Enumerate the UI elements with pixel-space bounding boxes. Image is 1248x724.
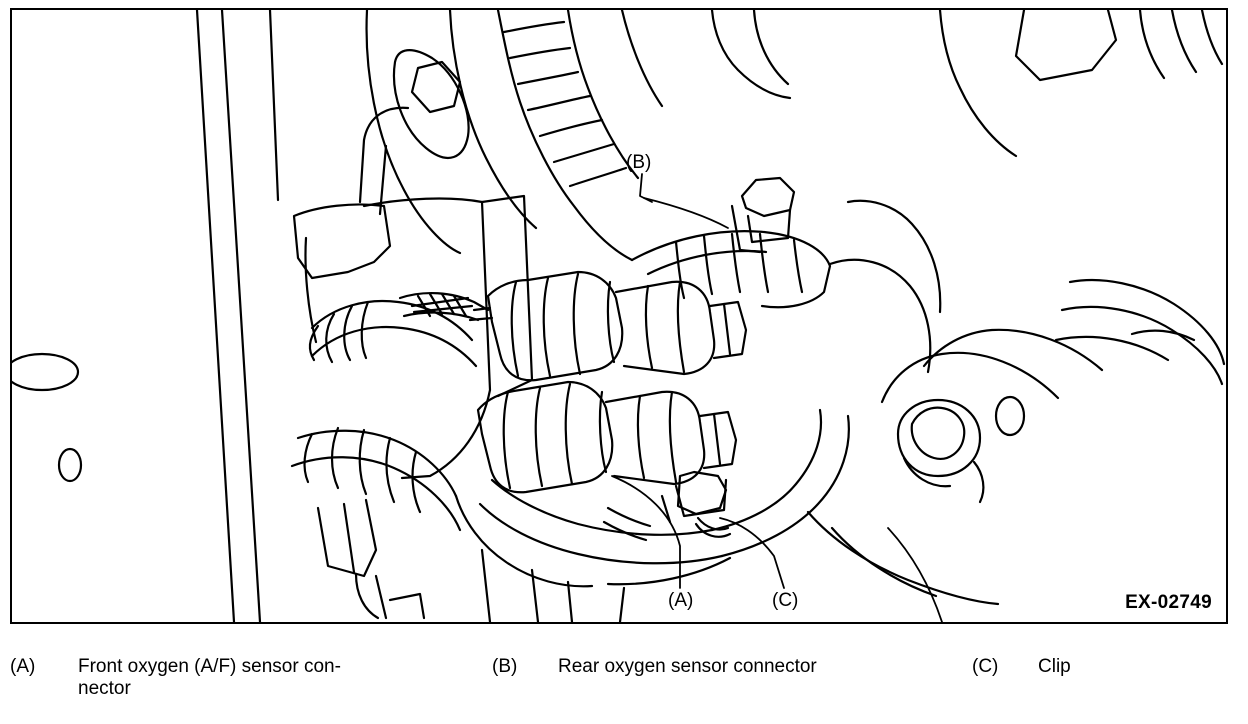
legend-label-a-line2: nector <box>78 678 131 699</box>
legend <box>10 640 1228 716</box>
legend-key-a: (A) <box>10 656 36 677</box>
callout-a-label: (A) <box>668 590 694 611</box>
legend-label-a-line1: Front oxygen (A/F) sensor con- <box>78 656 341 677</box>
callout-c-label: (C) <box>772 590 799 611</box>
callout-b-label: (B) <box>626 152 652 173</box>
engine-exhaust-diagram <box>12 10 1226 622</box>
legend-key-b: (B) <box>492 656 518 677</box>
legend-label-a <box>78 656 448 700</box>
legend-label-b: Rear oxygen sensor connector <box>558 656 817 677</box>
diagram-linework <box>12 10 1224 622</box>
figure-frame <box>10 8 1228 624</box>
legend-label-c: Clip <box>1038 656 1071 677</box>
legend-key-c: (C) <box>972 656 999 677</box>
figure-code: EX-02749 <box>1125 592 1212 613</box>
